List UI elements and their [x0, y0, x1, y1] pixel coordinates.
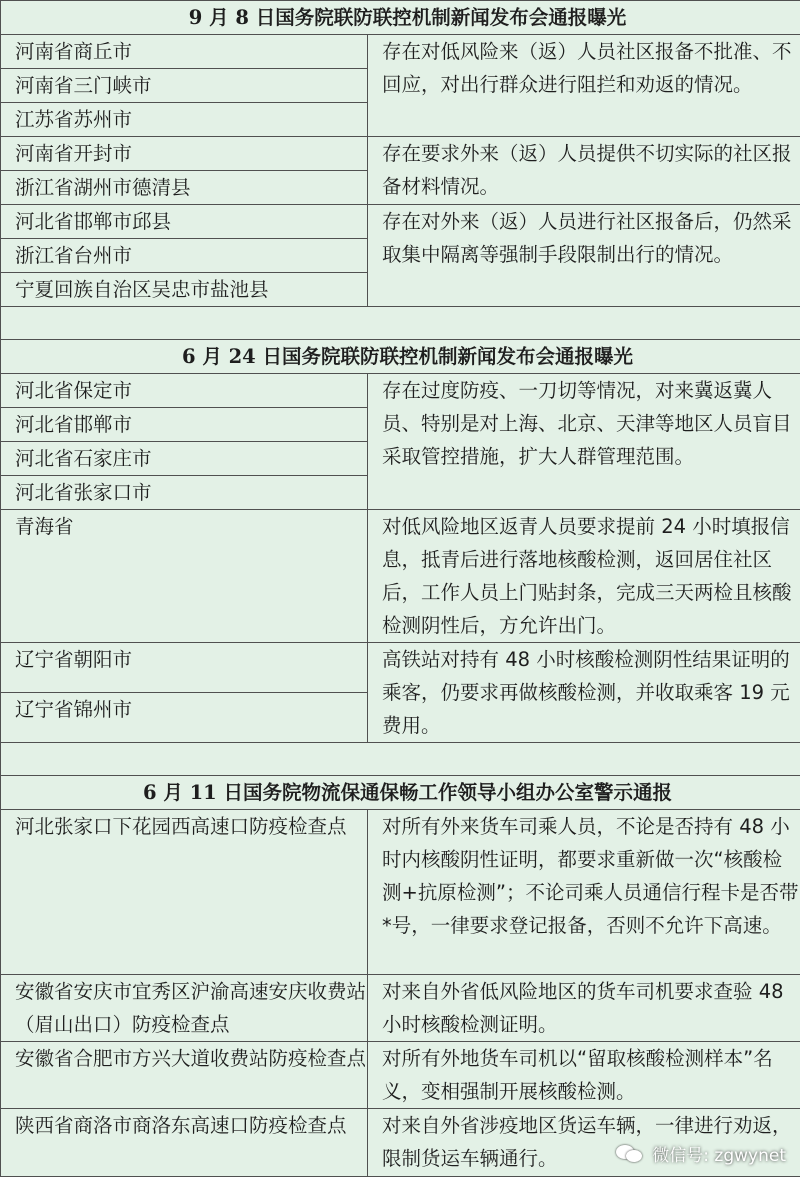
watermark-text: 微信号: zgwynet — [652, 1141, 786, 1166]
description-cell: 对来自外省涉疫地区货运车辆，一律进行劝返，限制货运车辆通行。 — [368, 1109, 800, 1177]
section-spacer — [1, 307, 800, 340]
location-cell: 河北张家口下花园西高速口防疫检查点 — [1, 810, 368, 975]
description-cell: 对来自外省低风险地区的货车司机要求查验 48 小时核酸检测证明。 — [368, 975, 800, 1042]
location-cell: 河北省保定市 — [1, 374, 368, 408]
location-cell: 青海省 — [1, 510, 368, 643]
location-cell: 河北省石家庄市 — [1, 442, 368, 476]
table-row — [1, 1042, 800, 1109]
description-cell: 存在过度防疫、一刀切等情况，对来冀返冀人员、特别是对上海、北京、天津等地区人员盲目采取管控措施，扩大人群管理范围。 — [368, 374, 800, 510]
description-cell: 对所有外来货车司乘人员，不论是否持有 48 小时内核酸阴性证明，都要求重新做一次“核酸检测+抗原检测”；不论司乘人员通信行程卡是否带*号，一律要求登记报备，否则不允许下高速。 — [368, 810, 800, 975]
description-cell: 对低风险地区返青人员要求提前 24 小时填报信息，抵青后进行落地核酸检测，返回居住社区后，工作人员上门贴封条，完成三天两检且核酸检测阴性后，方允许出门。 — [368, 510, 800, 643]
section-header-row — [1, 776, 800, 810]
table-row — [1, 510, 800, 643]
description-cell: 对所有外地货车司机以“留取核酸检测样本”名义，变相强制开展核酸检测。 — [368, 1042, 800, 1109]
table-row — [1, 810, 800, 975]
table-row — [1, 975, 800, 1042]
description-cell: 存在对低风险来（返）人员社区报备不批准、不回应，对出行群众进行阻拦和劝返的情况。 — [368, 35, 800, 137]
location-cell: 陕西省商洛市商洛东高速口防疫检查点 — [1, 1109, 368, 1177]
wechat-icon — [616, 1143, 646, 1165]
spacer-cell — [1, 307, 800, 340]
section-spacer — [1, 743, 800, 776]
section-title: 6 月 24 日国务院联防联控机制新闻发布会通报曝光 — [1, 340, 800, 374]
table-row — [1, 205, 800, 239]
table-row — [1, 643, 800, 693]
location-cell: 辽宁省朝阳市 — [1, 643, 368, 693]
location-cell: 河北省邯郸市 — [1, 408, 368, 442]
table-row — [1, 137, 800, 171]
section-header-row — [1, 340, 800, 374]
watermark — [616, 1141, 786, 1166]
table-row — [1, 374, 800, 408]
description-cell: 存在对外来（返）人员进行社区报备后，仍然采取集中隔离等强制手段限制出行的情况。 — [368, 205, 800, 307]
description-cell: 存在要求外来（返）人员提供不切实际的社区报备材料情况。 — [368, 137, 800, 205]
spacer-cell — [1, 743, 800, 776]
location-cell: 河南省开封市 — [1, 137, 368, 171]
section-header-row — [1, 1, 800, 35]
table-row — [1, 35, 800, 69]
location-cell: 辽宁省锦州市 — [1, 693, 368, 743]
location-cell: 浙江省湖州市德清县 — [1, 171, 368, 205]
section-title: 9 月 8 日国务院联防联控机制新闻发布会通报曝光 — [1, 1, 800, 35]
section-title: 6 月 11 日国务院物流保通保畅工作领导小组办公室警示通报 — [1, 776, 800, 810]
description-cell: 高铁站对持有 48 小时核酸检测阴性结果证明的乘客，仍要求再做核酸检测，并收取乘客 19 元费用。 — [368, 643, 800, 743]
location-cell: 河北省张家口市 — [1, 476, 368, 510]
location-cell: 浙江省台州市 — [1, 239, 368, 273]
location-cell: 宁夏回族自治区吴忠市盐池县 — [1, 273, 368, 307]
location-cell: 安徽省安庆市宜秀区沪渝高速安庆收费站（眉山出口）防疫检查点 — [1, 975, 368, 1042]
location-cell: 江苏省苏州市 — [1, 103, 368, 137]
location-cell: 安徽省合肥市方兴大道收费站防疫检查点 — [1, 1042, 368, 1109]
location-cell: 河南省三门峡市 — [1, 69, 368, 103]
location-cell: 河北省邯郸市邱县 — [1, 205, 368, 239]
location-cell: 河南省商丘市 — [1, 35, 368, 69]
